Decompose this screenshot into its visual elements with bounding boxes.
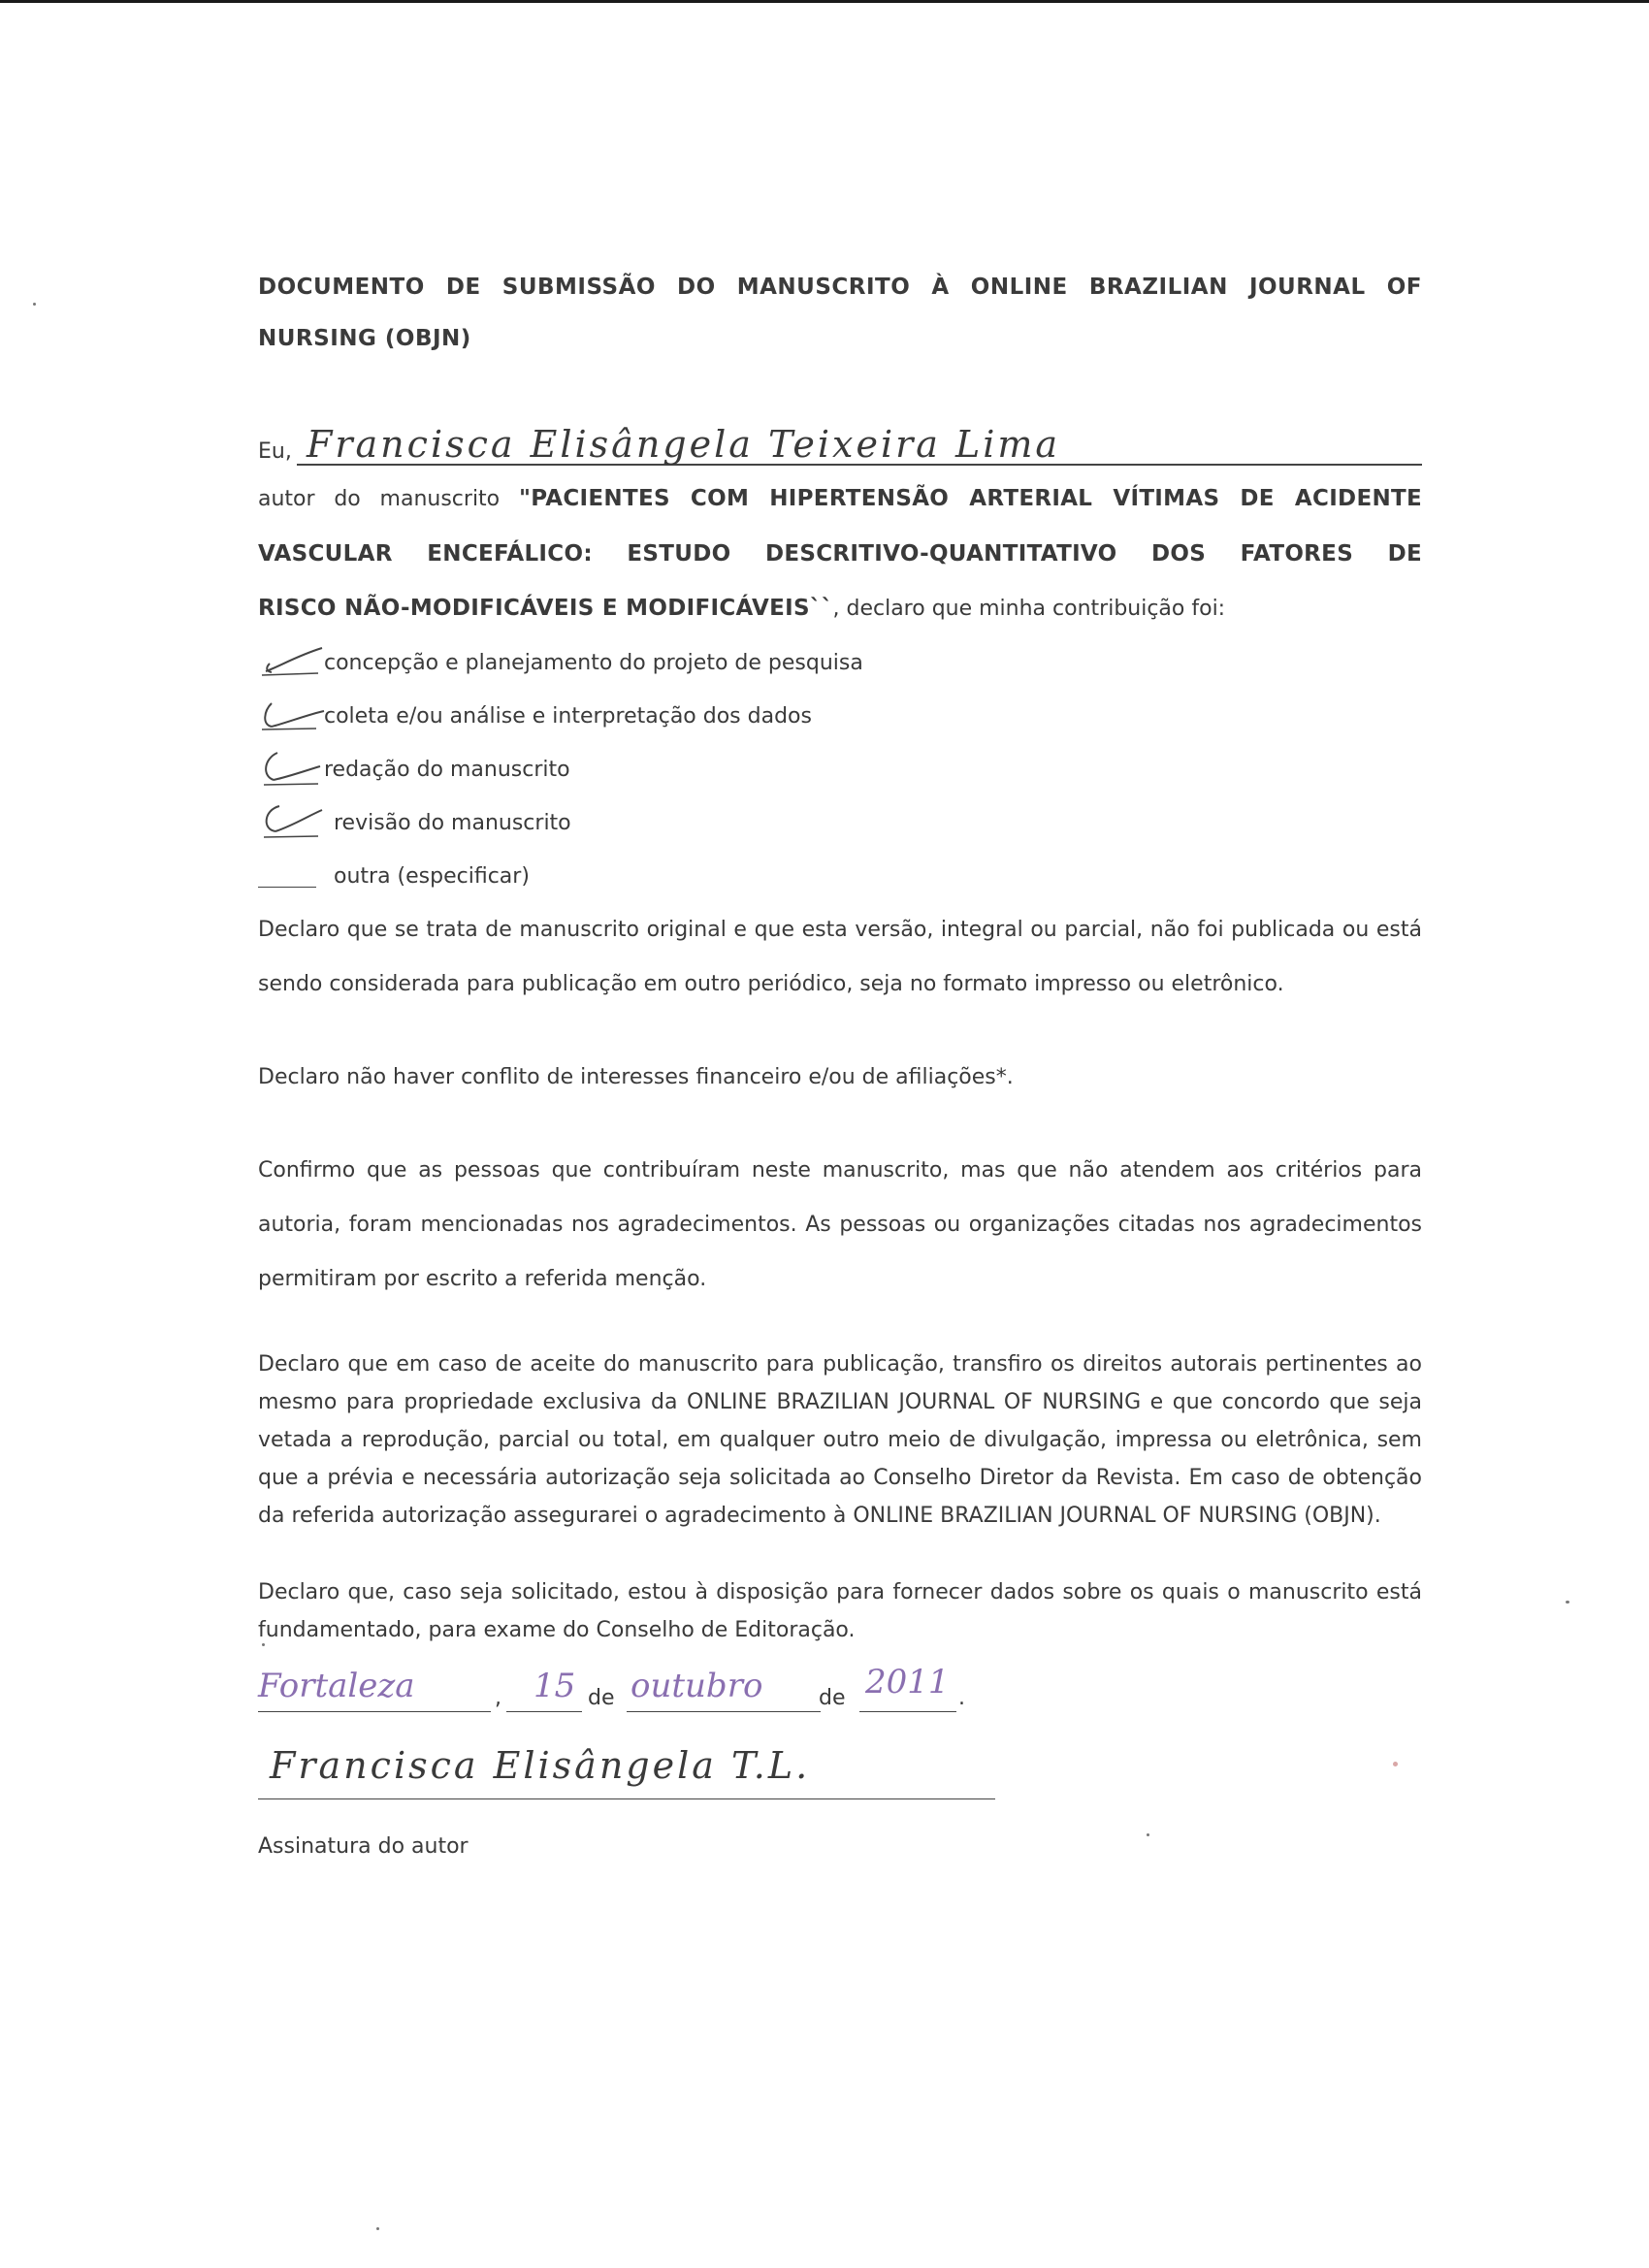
blank-check-line: [258, 887, 316, 888]
author-name-field: [258, 411, 1422, 471]
handwritten-city: Fortaleza: [258, 1667, 415, 1705]
contribution-list: [258, 636, 1422, 903]
contribution-item: [258, 636, 1422, 690]
author-label: Eu,: [258, 439, 292, 464]
declaration-data: Declaro que, caso seja solicitado, estou à disposição para fornecer dados sobre os quais o manuscrito está fundamentado, para exame do Conselho de Editoração.: [258, 1580, 1422, 1642]
document-title: DOCUMENTO DE SUBMISSÃO DO MANUSCRITO À ONLINE BRAZILIAN JOURNAL OF: [258, 275, 1422, 300]
contribution-label: revisão do manuscrito: [334, 811, 571, 835]
manuscript-title-line1: [258, 471, 1422, 527]
scan-speck: [262, 1643, 265, 1646]
handwritten-check-icon: [258, 696, 326, 734]
manuscript-prefix: autor do manuscrito: [258, 487, 519, 511]
scan-speck: [1393, 1762, 1398, 1766]
declaration-conflict: Declaro não haver conflito de interesses financeiro e/ou de afiliações*.: [258, 1065, 1014, 1089]
declaration-copyright: Declaro que em caso de aceite do manuscrito para publicação, transfiro os direitos autorais pertinentes ao mesmo para propriedade exclusiva da ONLINE BRAZILIAN JOURNAL OF NURSING e que concordo que seja vetada a reprodução, parcial ou total, em qualquer outro meio de divulgação, impressa ou eletrônica, sem que a prévia e necessária autorização seja solicitada ao Conselho Diretor da Revista. Em caso de obtenção da referida autorização assegurarei o agradecimento à ONLINE BRAZILIAN JOURNAL OF NURSING (OBJN).: [258, 1352, 1422, 1528]
manuscript-title-part1: "PACIENTES COM HIPERTENSÃO ARTERIAL VÍTIMAS DE ACIDENTE: [518, 486, 1423, 511]
date-separator: ,: [495, 1686, 501, 1710]
handwritten-check-icon: [258, 802, 326, 841]
contribution-item: [258, 743, 1422, 796]
scan-speck: [1147, 1833, 1149, 1836]
day-line: [506, 1711, 582, 1712]
date-end: .: [958, 1686, 965, 1710]
manuscript-suffix: , declaro que minha contribuição foi:: [832, 597, 1226, 621]
signature-label: Assinatura do autor: [258, 1834, 469, 1859]
contribution-item: [258, 850, 1422, 903]
year-line: [859, 1711, 956, 1712]
signature-field: [258, 1734, 1422, 1812]
handwritten-signature: Francisca Elisângela T.L.: [270, 1744, 811, 1787]
handwritten-check-icon: [258, 749, 326, 788]
handwritten-day: 15: [534, 1667, 576, 1705]
handwritten-year: 2011: [865, 1663, 950, 1701]
date-de-2: de: [819, 1686, 846, 1710]
contribution-label: coleta e/ou análise e interpretação dos dados: [324, 704, 812, 729]
handwritten-month: outubro: [630, 1667, 763, 1705]
handwritten-check-icon: [258, 642, 326, 681]
contribution-label: concepção e planejamento do projeto de pesquisa: [324, 651, 863, 675]
scan-speck: [376, 2227, 379, 2230]
scan-speck: [1566, 1601, 1569, 1604]
document-title-line2: NURSING (OBJN): [258, 326, 471, 351]
month-line: [627, 1711, 821, 1712]
contribution-item: [258, 796, 1422, 850]
manuscript-title-line3: [258, 581, 1422, 636]
submission-document: [258, 262, 1422, 1874]
city-line: [258, 1711, 491, 1712]
date-line: [258, 1659, 1422, 1727]
scan-top-edge: [0, 0, 1649, 3]
date-de-1: de: [588, 1686, 615, 1710]
contribution-label: redação do manuscrito: [324, 758, 570, 782]
scan-speck: [33, 303, 36, 306]
handwritten-author-name: Francisca Elisângela Teixeira Lima: [307, 423, 1061, 466]
manuscript-title-part3: RISCO NÃO-MODIFICÁVEIS E MODIFICÁVEIS``: [258, 596, 833, 621]
manuscript-title-part2: VASCULAR ENCEFÁLICO: ESTUDO DESCRITIVO-QUANTITATIVO DOS FATORES DE: [258, 541, 1422, 567]
signature-line: [258, 1798, 995, 1799]
declaration-original: Declaro que se trata de manuscrito original e que esta versão, integral ou parcial, não foi publicada ou está sendo considerada para publicação em outro periódico, seja no formato impresso ou eletrônico.: [258, 918, 1422, 996]
contribution-item: [258, 690, 1422, 743]
declaration-contributors: Confirmo que as pessoas que contribuíram neste manuscrito, mas que não atendem aos critérios para autoria, foram mencionadas nos agradecimentos. As pessoas ou organizações citadas nos agradecimentos permitiram por escrito a referida menção.: [258, 1158, 1422, 1291]
contribution-label: outra (especificar): [334, 864, 530, 889]
